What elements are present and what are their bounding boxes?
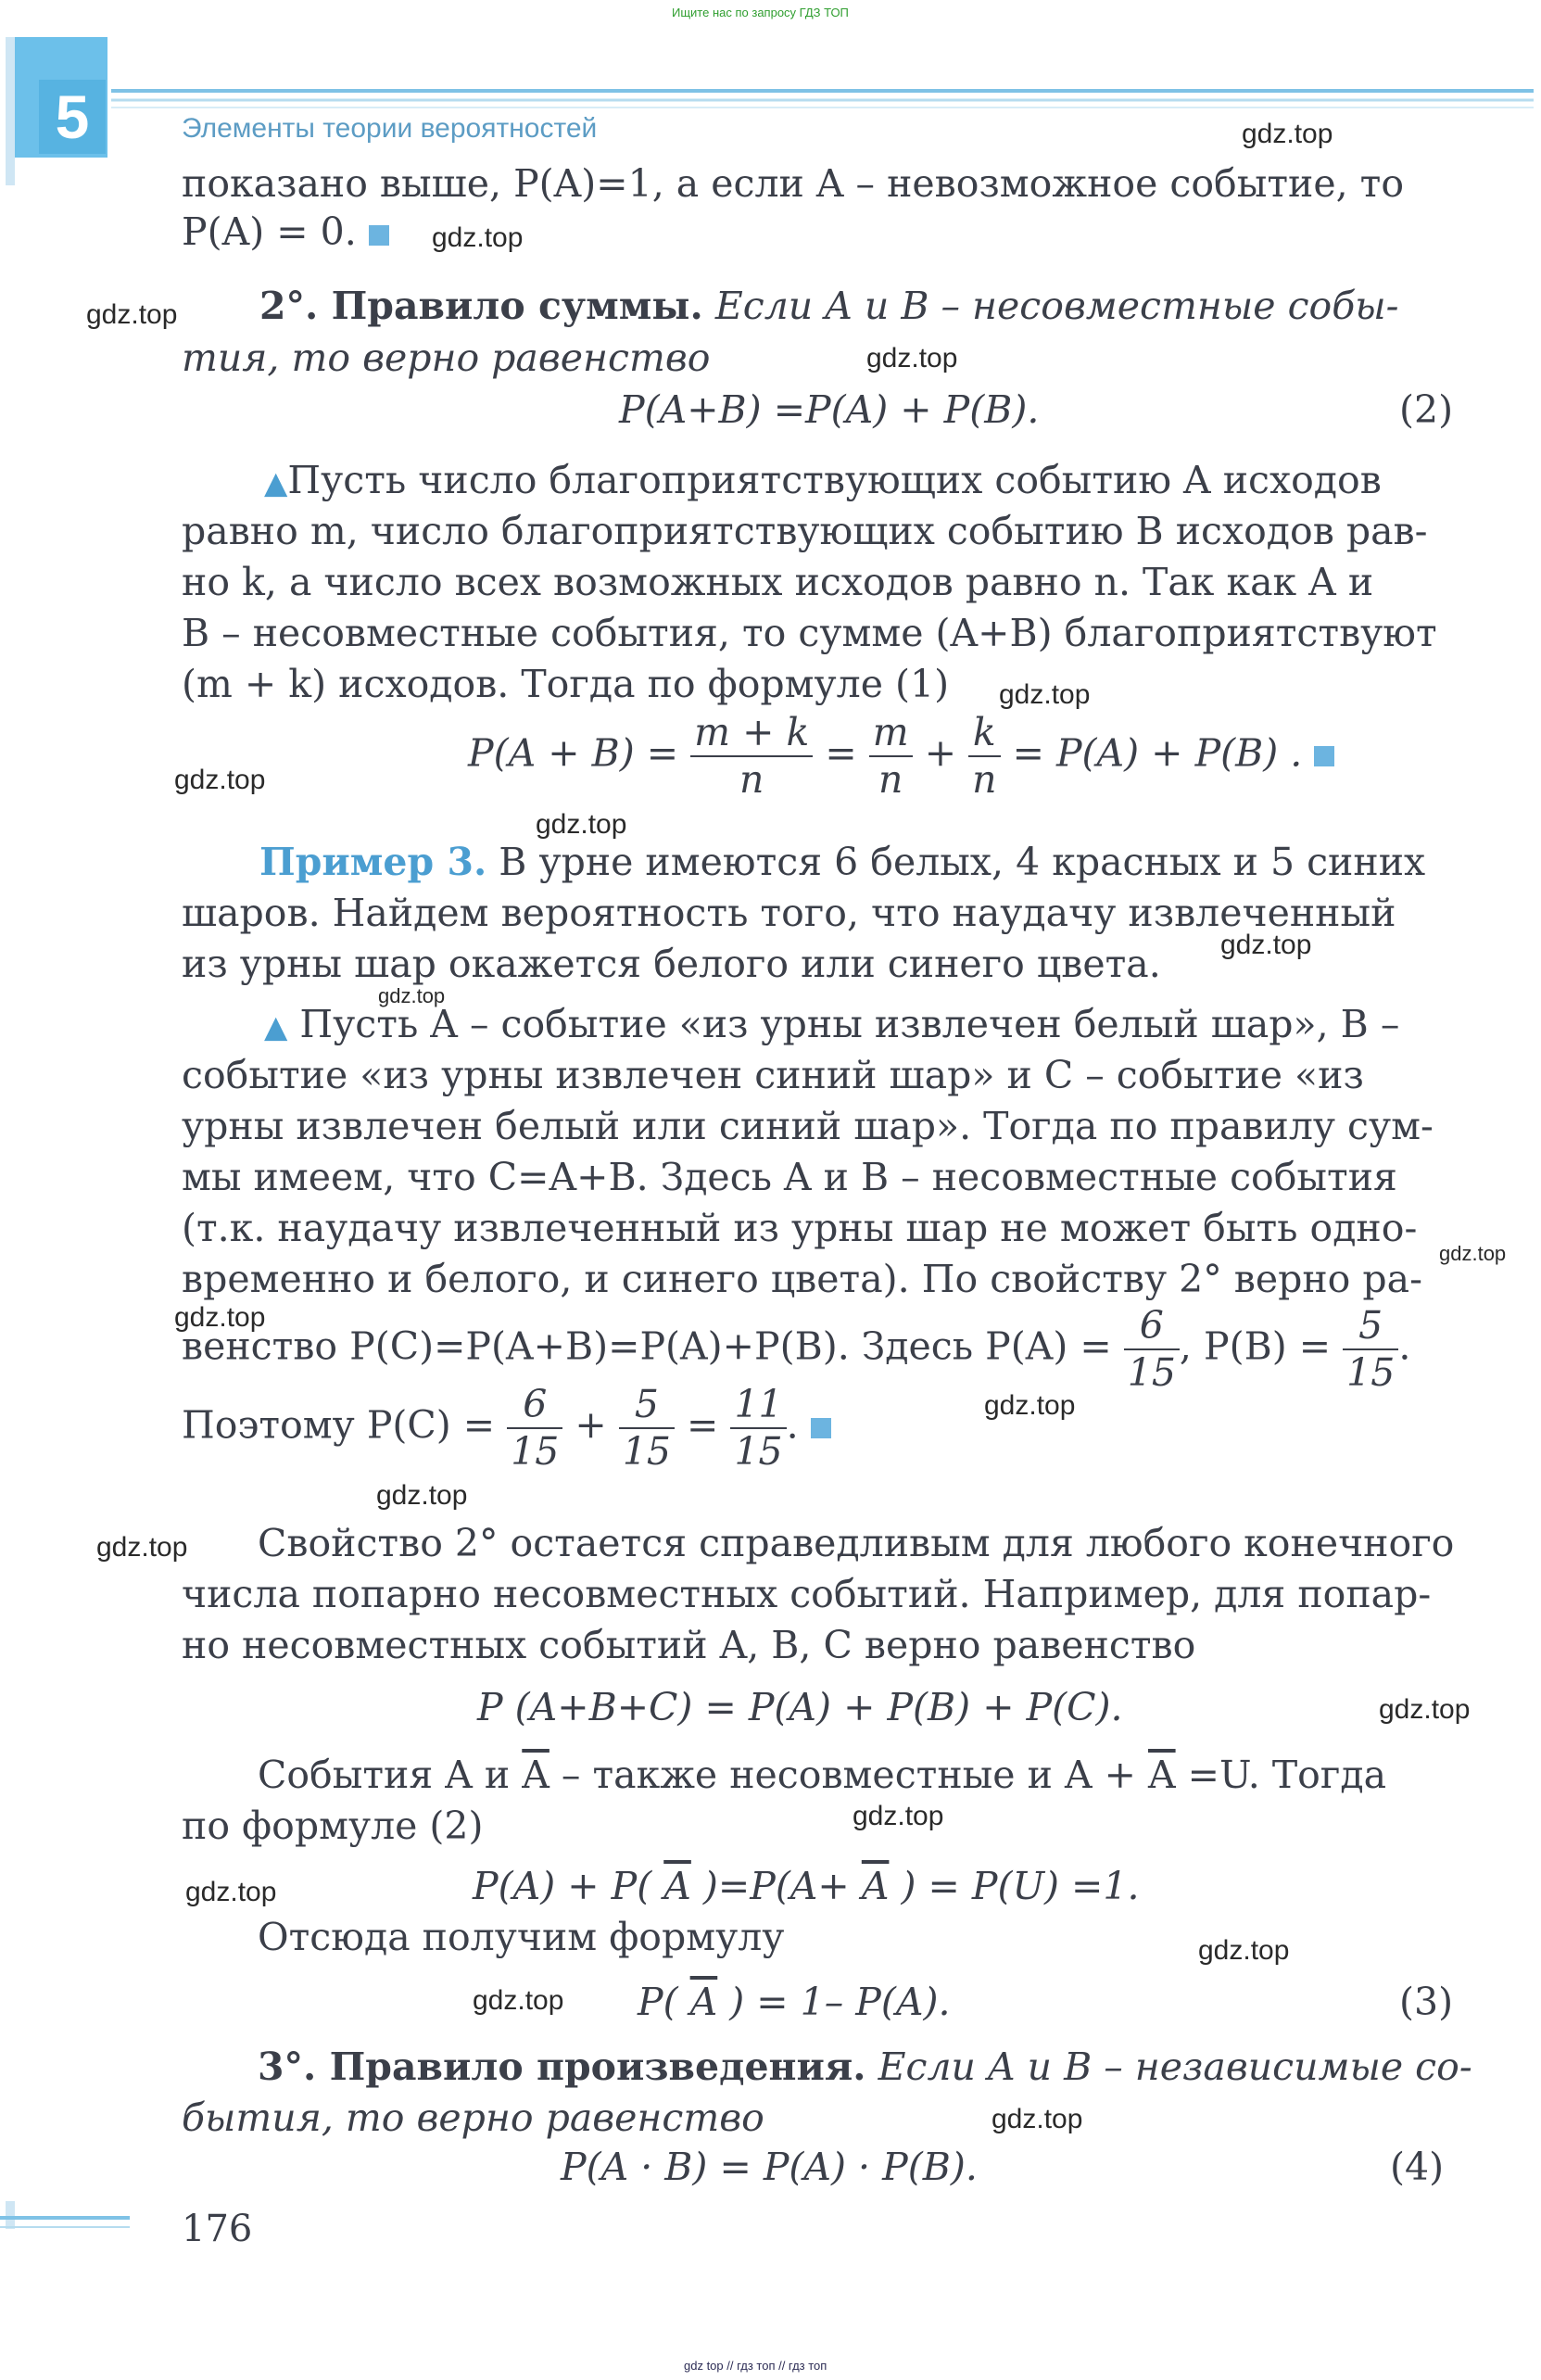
proof-start-triangle-icon: ▲: [264, 464, 288, 500]
watermark: gdz.top: [999, 679, 1091, 710]
watermark: gdz.top: [86, 299, 178, 330]
text-line: но несовместных событий A, B, C верно равенство: [182, 1623, 1196, 1667]
watermark: gdz.top: [1242, 119, 1333, 149]
watermark: gdz.top: [174, 765, 266, 795]
text-line: B – несовместные события, то сумме (A+B) благоприятствуют: [182, 611, 1437, 655]
watermark: gdz.top: [1198, 1935, 1290, 1966]
text-line: (m + k) исходов. Тогда по формуле (1): [182, 662, 950, 706]
watermark: gdz.top: [473, 1985, 564, 2016]
watermark: gdz.top: [432, 222, 524, 253]
end-of-solution-square-icon: [811, 1418, 831, 1438]
text-line: Отсюда получим формулу: [258, 1915, 785, 1959]
header-decoration: [0, 0, 1541, 185]
example-line: Пример 3. В урне имеются 6 белых, 4 красных и 5 синих: [259, 840, 1426, 884]
text-line: тия, то верно равенство: [182, 335, 711, 380]
watermark: gdz.top: [378, 984, 446, 1007]
solution-line: ▲ Пусть A – событие «из урны извлечен белый шар», B –: [264, 1002, 1400, 1046]
formula-4: P(A · B) = P(A) · P(B).: [561, 2145, 978, 2189]
text-line: (т.к. наудачу извлеченный из урны шар не может быть одно-: [182, 1206, 1418, 1250]
watermark: gdz.top: [992, 2104, 1083, 2134]
text-line: Свойство 2° остается справедливым для любого конечного: [258, 1521, 1455, 1565]
text-line-with-fractions: Поэтому P(C) = $\frac{6}{15}$ + $\frac{5}{15}$ = $\frac{11}{15}$ .: [182, 1386, 831, 1471]
page-number: 176: [182, 2208, 253, 2250]
text-line: показано выше, P(A)=1, а если A – невозможное событие, то: [182, 161, 1405, 206]
proof-line: ▲Пусть число благоприятствующих событию A исходов: [264, 458, 1382, 502]
bottom-note: gdz top // гдз топ // гдз топ: [684, 2359, 827, 2373]
watermark: gdz.top: [96, 1532, 188, 1563]
watermark: gdz.top: [1379, 1694, 1471, 1725]
formula-sum-three: P (A+B+C) = P(A) + P(B) + P(C).: [477, 1685, 1123, 1729]
formula-complement-sum: P(A) + P( $\overline{A}$ )$=P(A+ \overline{A}$ ) = P(U) =1.: [473, 1864, 1140, 1908]
rule-product-line: 3°. Правило произведения. Если A и B – независимые со-: [258, 2045, 1472, 2089]
text-line: временно и белого, и синего цвета). По свойству 2° верно ра-: [182, 1257, 1422, 1301]
formula-number: (3): [1399, 1980, 1454, 2024]
left-margin-stripe: [6, 37, 15, 185]
top-note: Ищите нас по запросу ГДЗ ТОП: [672, 6, 849, 19]
text-line: равно m, число благоприятствующих событию B исходов рав-: [182, 509, 1428, 553]
watermark: gdz.top: [1439, 1242, 1507, 1265]
end-of-proof-square-icon: [369, 225, 389, 246]
text-line-with-fractions: венство P(C)=P(A+B)=P(A)+P(B). Здесь P(A) = $\frac{6}{15}$ , P(B) = $\frac{5}{15}$ .: [182, 1303, 1411, 1395]
text-line: из урны шар окажется белого или синего цвета.: [182, 942, 1161, 986]
text-line: P(A) = 0.: [182, 213, 389, 251]
text-line: урны извлечен белый или синий шар». Тогда по правилу сум-: [182, 1104, 1434, 1148]
text-line: мы имеем, что C=A+B. Здесь A и B – несовместные события: [182, 1155, 1397, 1199]
formula-number: (4): [1390, 2145, 1445, 2189]
solution-start-triangle-icon: ▲: [264, 1008, 288, 1044]
formula-number: (2): [1399, 387, 1454, 432]
watermark: gdz.top: [984, 1390, 1076, 1421]
watermark: gdz.top: [536, 809, 627, 840]
watermark: gdz.top: [853, 1801, 944, 1831]
text-line: События A и $\overline{A}$ – также несовместные и $A + \overline{A} =U$. Тогда: [258, 1753, 1387, 1797]
end-of-proof-square-icon: [1314, 746, 1334, 766]
text-line: по формуле (2): [182, 1804, 484, 1848]
formula-2: P(A+B) =P(A) + P(B).: [619, 387, 1040, 432]
chapter-title: Элементы теории вероятностей: [182, 113, 598, 144]
watermark: gdz.top: [866, 343, 958, 373]
rule-sum-line: 2°. Правило суммы. Если A и B – несовместные собы-: [259, 284, 1399, 328]
watermark: gdz.top: [174, 1302, 266, 1333]
formula-3: P( $\overline{A}$ ) = 1– P(A).: [638, 1980, 951, 2024]
text-line: бытия, то верно равенство: [182, 2095, 764, 2140]
watermark: gdz.top: [376, 1480, 468, 1511]
watermark: gdz.top: [185, 1877, 277, 1907]
footer-decoration: [0, 2201, 185, 2238]
text-line: событие «из урны извлечен синий шар» и C – событие «из: [182, 1053, 1364, 1097]
text-line: числа попарно несовместных событий. Например, для попар-: [182, 1572, 1432, 1616]
fraction-formula: P(A + B) = $\frac{m + k}{n}$ = $\frac{m}{n}$ + $\frac{k}{n}$ = P(A) + P(B) .: [468, 714, 1334, 799]
chapter-number: 5: [39, 80, 106, 154]
text-line: но k, а число всех возможных исходов равно n. Так как A и: [182, 560, 1374, 604]
watermark: gdz.top: [1220, 930, 1312, 960]
text-line: шаров. Найдем вероятность того, что наудачу извлеченный: [182, 891, 1396, 935]
